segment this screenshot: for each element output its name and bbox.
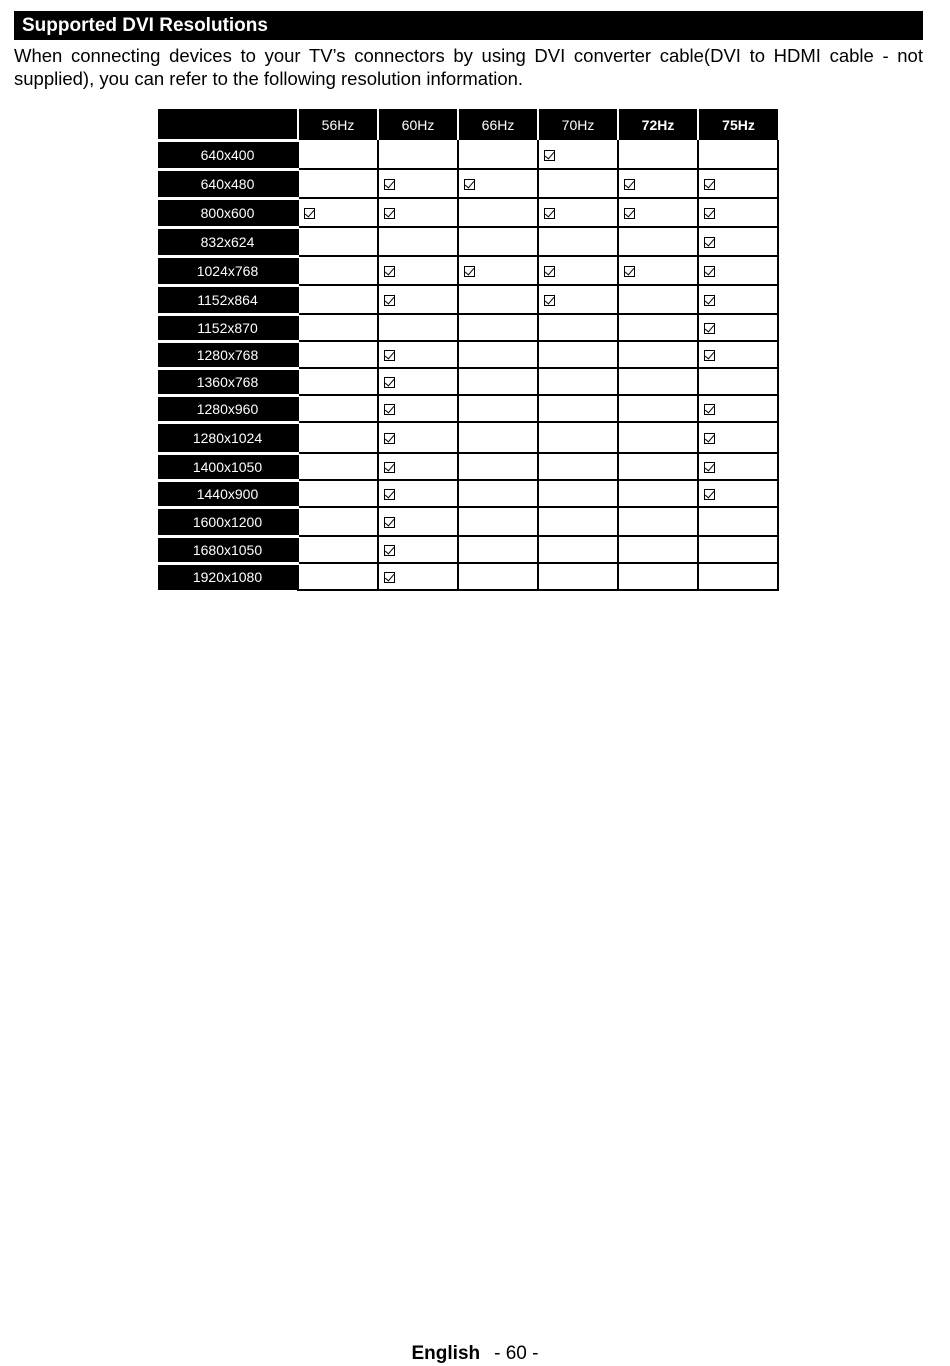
support-cell bbox=[458, 563, 538, 590]
support-cell bbox=[298, 453, 378, 480]
resolution-label: 640x480 bbox=[158, 169, 298, 198]
check-wrap bbox=[699, 263, 777, 279]
support-cell bbox=[618, 256, 698, 285]
support-cell bbox=[538, 314, 618, 341]
support-cell bbox=[298, 140, 378, 169]
support-cell bbox=[458, 453, 538, 480]
table-row bbox=[158, 453, 778, 480]
checked-box-icon bbox=[544, 150, 555, 161]
check-wrap bbox=[699, 234, 777, 250]
support-cell bbox=[618, 563, 698, 590]
table-row bbox=[158, 563, 778, 590]
check-wrap bbox=[379, 374, 457, 390]
checked-box-icon bbox=[704, 179, 715, 190]
checked-box-icon bbox=[384, 404, 395, 415]
resolution-label: 1400x1050 bbox=[158, 453, 298, 480]
table-corner-cell bbox=[158, 109, 298, 140]
check-wrap bbox=[459, 263, 537, 279]
checked-box-icon bbox=[704, 208, 715, 219]
support-cell bbox=[698, 422, 778, 453]
support-cell bbox=[538, 285, 618, 314]
table-row bbox=[158, 314, 778, 341]
section-title: Supported DVI Resolutions bbox=[14, 11, 923, 40]
checked-box-icon bbox=[624, 179, 635, 190]
support-cell bbox=[298, 480, 378, 507]
table-row bbox=[158, 507, 778, 536]
support-cell bbox=[298, 395, 378, 422]
checked-box-icon bbox=[544, 295, 555, 306]
support-cell bbox=[378, 314, 458, 341]
check-wrap bbox=[379, 205, 457, 221]
support-cell bbox=[458, 314, 538, 341]
support-cell bbox=[298, 198, 378, 227]
resolution-label: 1152x864 bbox=[158, 285, 298, 314]
support-cell bbox=[698, 341, 778, 368]
support-cell bbox=[298, 256, 378, 285]
support-cell bbox=[298, 507, 378, 536]
resolution-label: 1680x1050 bbox=[158, 536, 298, 563]
check-wrap bbox=[699, 320, 777, 336]
checked-box-icon bbox=[384, 517, 395, 528]
footer-language: English bbox=[411, 1343, 481, 1364]
checked-box-icon bbox=[384, 350, 395, 361]
checked-box-icon bbox=[384, 462, 395, 473]
checked-box-icon bbox=[384, 489, 395, 500]
table-row bbox=[158, 368, 778, 395]
intro-line-2: supplied), you can refer to the following resolution information. bbox=[14, 68, 524, 89]
checked-box-icon bbox=[384, 433, 395, 444]
checked-box-icon bbox=[704, 404, 715, 415]
dvi-resolution-table bbox=[158, 109, 779, 591]
table-header-row bbox=[158, 109, 778, 140]
resolution-label: 800x600 bbox=[158, 198, 298, 227]
support-cell bbox=[458, 341, 538, 368]
column-header-56hz: 56Hz bbox=[298, 109, 378, 140]
support-cell bbox=[458, 422, 538, 453]
check-wrap bbox=[459, 176, 537, 192]
column-header-72hz: 72Hz bbox=[618, 109, 698, 140]
check-wrap bbox=[379, 514, 457, 530]
support-cell bbox=[538, 507, 618, 536]
support-cell bbox=[298, 227, 378, 256]
support-cell bbox=[538, 453, 618, 480]
check-wrap bbox=[699, 347, 777, 363]
check-wrap bbox=[699, 292, 777, 308]
support-cell bbox=[538, 227, 618, 256]
checked-box-icon bbox=[704, 462, 715, 473]
check-wrap bbox=[619, 263, 697, 279]
support-cell bbox=[378, 285, 458, 314]
support-cell bbox=[618, 285, 698, 314]
column-header-75hz: 75Hz bbox=[698, 109, 778, 140]
support-cell bbox=[298, 169, 378, 198]
support-cell bbox=[698, 198, 778, 227]
table-row bbox=[158, 198, 778, 227]
table-row bbox=[158, 285, 778, 314]
check-wrap bbox=[699, 176, 777, 192]
resolution-label: 1280x1024 bbox=[158, 422, 298, 453]
table-row bbox=[158, 256, 778, 285]
check-wrap bbox=[379, 486, 457, 502]
support-cell bbox=[618, 480, 698, 507]
check-wrap bbox=[539, 205, 617, 221]
support-cell bbox=[298, 341, 378, 368]
support-cell bbox=[378, 453, 458, 480]
check-wrap bbox=[539, 146, 617, 162]
support-cell bbox=[378, 395, 458, 422]
resolution-label: 1600x1200 bbox=[158, 507, 298, 536]
checked-box-icon bbox=[384, 377, 395, 388]
support-cell bbox=[618, 368, 698, 395]
support-cell bbox=[538, 395, 618, 422]
checked-box-icon bbox=[384, 295, 395, 306]
support-cell bbox=[618, 169, 698, 198]
table-row bbox=[158, 480, 778, 507]
support-cell bbox=[618, 140, 698, 169]
support-cell bbox=[618, 395, 698, 422]
support-cell bbox=[458, 395, 538, 422]
checked-box-icon bbox=[704, 237, 715, 248]
checked-box-icon bbox=[704, 323, 715, 334]
support-cell bbox=[538, 536, 618, 563]
resolution-label: 1360x768 bbox=[158, 368, 298, 395]
page-number: - 60 - bbox=[494, 1343, 539, 1364]
support-cell bbox=[618, 198, 698, 227]
support-cell bbox=[698, 140, 778, 169]
support-cell bbox=[378, 480, 458, 507]
table-row bbox=[158, 422, 778, 453]
support-cell bbox=[298, 368, 378, 395]
check-wrap bbox=[539, 263, 617, 279]
check-wrap bbox=[379, 401, 457, 417]
checked-box-icon bbox=[464, 179, 475, 190]
support-cell bbox=[698, 169, 778, 198]
support-cell bbox=[458, 169, 538, 198]
resolution-label: 1152x870 bbox=[158, 314, 298, 341]
support-cell bbox=[618, 227, 698, 256]
support-cell bbox=[538, 422, 618, 453]
checked-box-icon bbox=[704, 266, 715, 277]
intro-paragraph bbox=[14, 44, 923, 90]
support-cell bbox=[538, 368, 618, 395]
support-cell bbox=[378, 256, 458, 285]
check-wrap bbox=[699, 401, 777, 417]
checked-box-icon bbox=[544, 266, 555, 277]
support-cell bbox=[378, 536, 458, 563]
check-wrap bbox=[539, 292, 617, 308]
support-cell bbox=[458, 368, 538, 395]
support-cell bbox=[458, 507, 538, 536]
support-cell bbox=[298, 536, 378, 563]
support-cell bbox=[458, 285, 538, 314]
support-cell bbox=[378, 227, 458, 256]
support-cell bbox=[298, 422, 378, 453]
table-row bbox=[158, 395, 778, 422]
check-wrap bbox=[699, 486, 777, 502]
check-wrap bbox=[379, 176, 457, 192]
check-wrap bbox=[379, 459, 457, 475]
support-cell bbox=[538, 341, 618, 368]
support-cell bbox=[618, 314, 698, 341]
support-cell bbox=[378, 140, 458, 169]
check-wrap bbox=[379, 542, 457, 558]
checked-box-icon bbox=[384, 266, 395, 277]
support-cell bbox=[538, 563, 618, 590]
support-cell bbox=[698, 480, 778, 507]
table-row bbox=[158, 140, 778, 169]
resolution-label: 1440x900 bbox=[158, 480, 298, 507]
support-cell bbox=[378, 422, 458, 453]
support-cell bbox=[538, 198, 618, 227]
check-wrap bbox=[699, 430, 777, 446]
check-wrap bbox=[619, 176, 697, 192]
checked-box-icon bbox=[544, 208, 555, 219]
checked-box-icon bbox=[624, 208, 635, 219]
support-cell bbox=[458, 227, 538, 256]
checked-box-icon bbox=[704, 350, 715, 361]
support-cell bbox=[378, 507, 458, 536]
check-wrap bbox=[619, 205, 697, 221]
checked-box-icon bbox=[704, 433, 715, 444]
resolution-label: 1920x1080 bbox=[158, 563, 298, 590]
checked-box-icon bbox=[464, 266, 475, 277]
checked-box-icon bbox=[384, 208, 395, 219]
resolution-label: 640x400 bbox=[158, 140, 298, 169]
checked-box-icon bbox=[384, 572, 395, 583]
support-cell bbox=[538, 169, 618, 198]
page-footer bbox=[0, 1343, 950, 1365]
support-cell bbox=[698, 453, 778, 480]
checked-box-icon bbox=[624, 266, 635, 277]
checked-box-icon bbox=[704, 489, 715, 500]
checked-box-icon bbox=[304, 208, 315, 219]
support-cell bbox=[458, 536, 538, 563]
check-wrap bbox=[379, 263, 457, 279]
support-cell bbox=[458, 198, 538, 227]
support-cell bbox=[538, 140, 618, 169]
support-cell bbox=[458, 140, 538, 169]
checked-box-icon bbox=[384, 545, 395, 556]
column-header-60hz: 60Hz bbox=[378, 109, 458, 140]
resolution-label: 1280x960 bbox=[158, 395, 298, 422]
checked-box-icon bbox=[704, 295, 715, 306]
check-wrap bbox=[299, 205, 377, 221]
check-wrap bbox=[379, 569, 457, 585]
support-cell bbox=[458, 480, 538, 507]
support-cell bbox=[538, 480, 618, 507]
table-row bbox=[158, 227, 778, 256]
support-cell bbox=[378, 368, 458, 395]
support-cell bbox=[618, 453, 698, 480]
support-cell bbox=[378, 198, 458, 227]
support-cell bbox=[298, 285, 378, 314]
check-wrap bbox=[379, 430, 457, 446]
support-cell bbox=[698, 563, 778, 590]
support-cell bbox=[298, 563, 378, 590]
support-cell bbox=[458, 256, 538, 285]
resolution-label: 1024x768 bbox=[158, 256, 298, 285]
check-wrap bbox=[699, 459, 777, 475]
support-cell bbox=[618, 341, 698, 368]
support-cell bbox=[698, 507, 778, 536]
table-row bbox=[158, 169, 778, 198]
support-cell bbox=[378, 169, 458, 198]
support-cell bbox=[698, 227, 778, 256]
column-header-66hz: 66Hz bbox=[458, 109, 538, 140]
check-wrap bbox=[699, 205, 777, 221]
support-cell bbox=[698, 536, 778, 563]
check-wrap bbox=[379, 347, 457, 363]
table-row bbox=[158, 536, 778, 563]
support-cell bbox=[698, 395, 778, 422]
checked-box-icon bbox=[384, 179, 395, 190]
support-cell bbox=[698, 285, 778, 314]
support-cell bbox=[698, 314, 778, 341]
support-cell bbox=[618, 422, 698, 453]
support-cell bbox=[538, 256, 618, 285]
support-cell bbox=[618, 507, 698, 536]
support-cell bbox=[618, 536, 698, 563]
support-cell bbox=[698, 256, 778, 285]
column-header-70hz: 70Hz bbox=[538, 109, 618, 140]
support-cell bbox=[698, 368, 778, 395]
resolution-label: 832x624 bbox=[158, 227, 298, 256]
support-cell bbox=[378, 341, 458, 368]
support-cell bbox=[298, 314, 378, 341]
resolution-label: 1280x768 bbox=[158, 341, 298, 368]
table-row bbox=[158, 341, 778, 368]
support-cell bbox=[378, 563, 458, 590]
check-wrap bbox=[379, 292, 457, 308]
intro-line-1: When connecting devices to your TV’s connectors by using DVI converter cable(DVI to HDMI cable - not bbox=[14, 45, 923, 66]
